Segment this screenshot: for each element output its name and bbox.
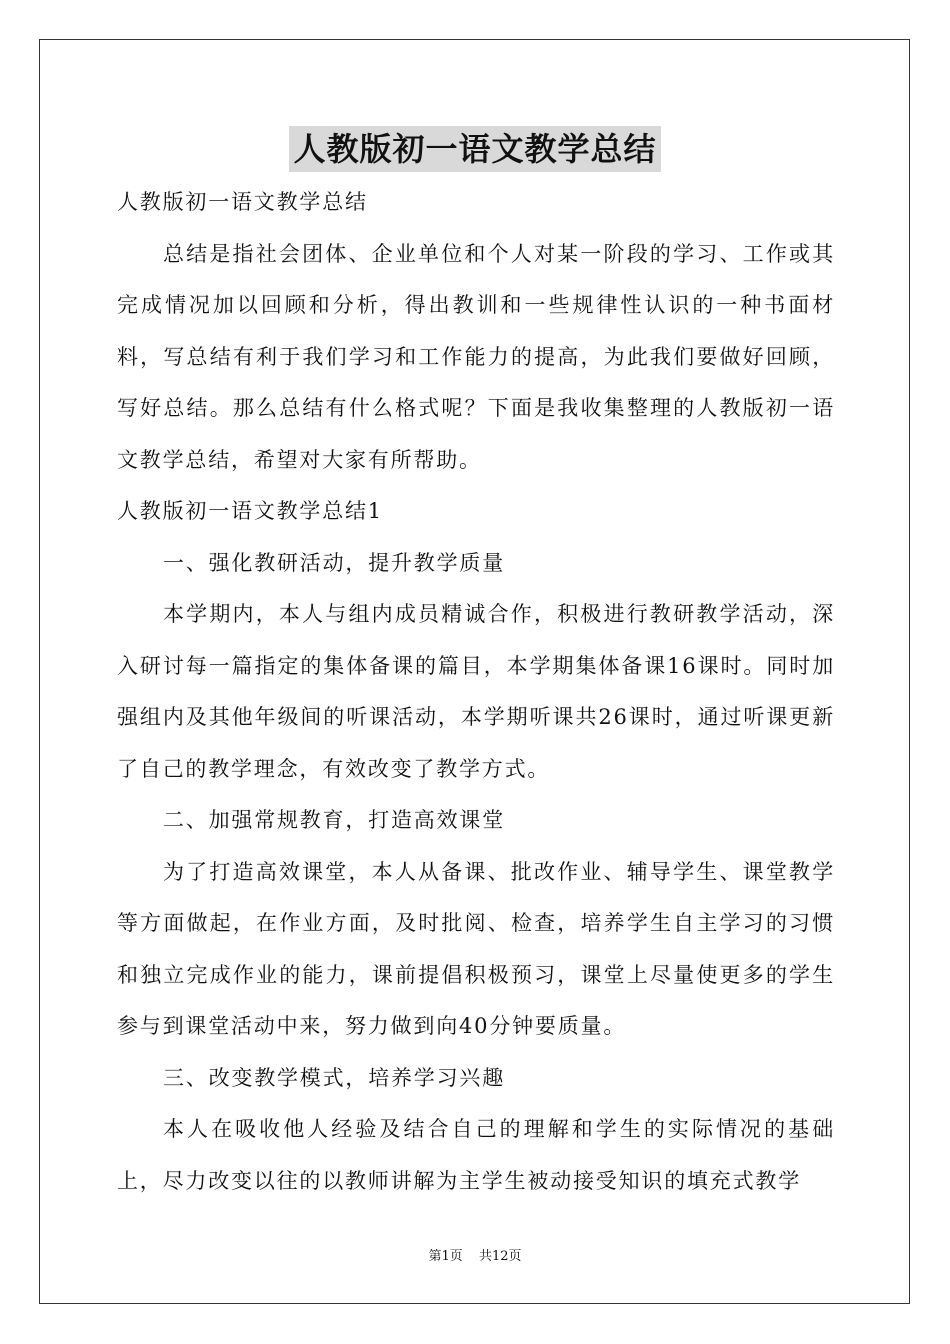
section-paragraph-2: 为了打造高效课堂，本人从备课、批改作业、辅导学生、课堂教学等方面做起，在作业方面，及时批阅、检查，培养学生自主学习的习惯和独立完成作业的能力，课前提倡积极预习，课堂上尽量使更多的学生参与到课堂活动中来，努力做到向40分钟要质量。 — [117, 859, 835, 1038]
page-footer — [0, 1248, 950, 1266]
section-heading-3: 三、改变教学模式，培养学习兴趣 — [163, 1065, 505, 1090]
section-paragraph-1: 本学期内，本人与组内成员精诚合作，积极进行教研教学活动，深入研讨每一篇指定的集体备课的篇目，本学期集体备课16课时。同时加强组内及其他年级间的听课活动，本学期听课共26课时，通过听课更新了自己的教学理念，有效改变了教学方式。 — [117, 602, 835, 781]
document-subtitle: 人教版初一语文教学总结 — [117, 190, 368, 214]
section-heading-1: 一、强化教研活动，提升教学质量 — [163, 550, 505, 575]
page-total: 共12页 — [478, 1249, 522, 1264]
section-heading-2: 二、加强常规教育，打造高效课堂 — [163, 808, 505, 832]
title-container — [0, 126, 950, 172]
page-number: 第1页 — [428, 1249, 463, 1264]
section-paragraph-3: 本人在吸收他人经验及结合自己的理解和学生的实际情况的基础上，尽力改变以往的以教师讲解为主学生被动接受知识的填充式教学 — [117, 1117, 835, 1193]
document-body — [117, 177, 835, 1207]
document-title: 人教版初一语文教学总结 — [289, 126, 660, 172]
section-heading-summary-1: 人教版初一语文教学总结1 — [117, 499, 383, 523]
intro-paragraph: 总结是指社会团体、企业单位和个人对某一阶段的学习、工作或其完成情况加以回顾和分析，得出教训和一些规律性认识的一种书面材料，写总结有利于我们学习和工作能力的提高，为此我们要做好回顾，写好总结。那么总结有什么格式呢？下面是我收集整理的人教版初一语文教学总结，希望对大家有所帮助。 — [117, 241, 835, 472]
